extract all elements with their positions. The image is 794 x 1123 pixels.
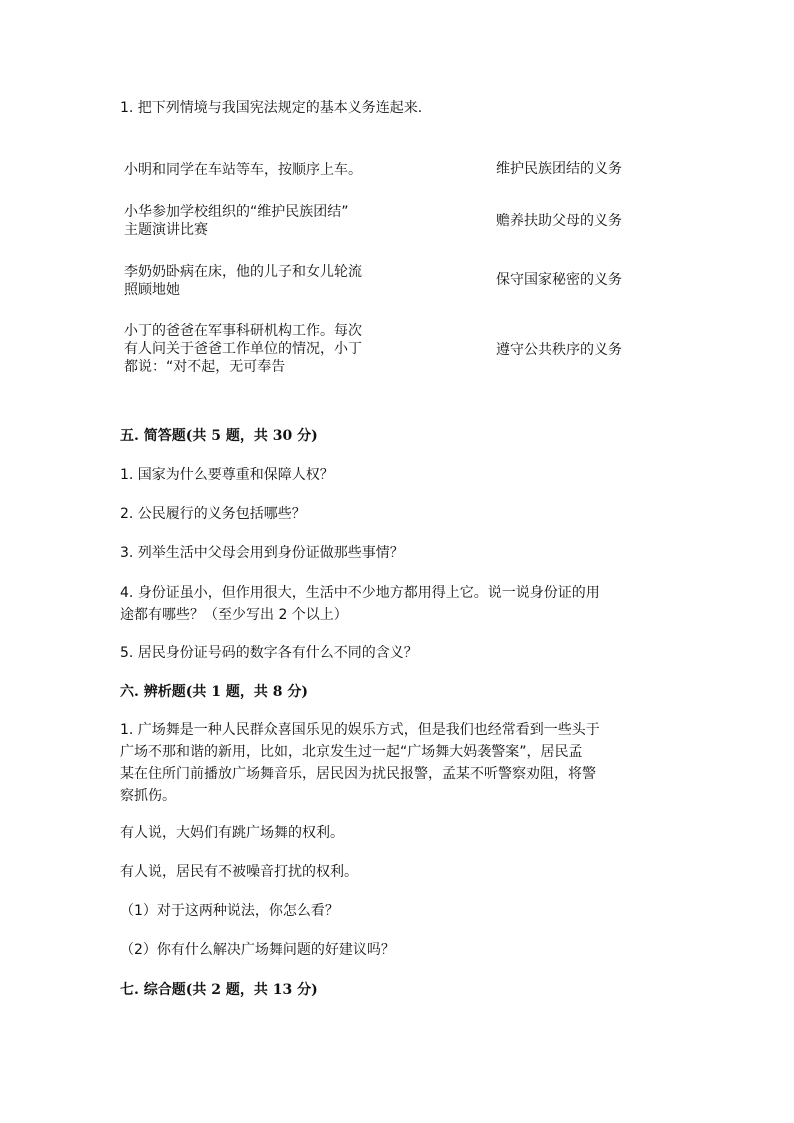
- section5-question-5: 5. 居民身份证号码的数字各有什么不同的含义？: [120, 645, 418, 661]
- match-right-item-4: 遵守公共秩序的义务: [496, 342, 622, 358]
- section5-question-3: 3. 列举生活中父母会用到身份证做那些事情？: [120, 545, 404, 561]
- match-left-line: 都说：“对不起，无可奉告: [124, 359, 286, 375]
- match-right-item-2: 赡养扶助父母的义务: [496, 213, 622, 229]
- paragraph-line: 某在住所门前播放广场舞音乐，居民因为扰民报警，孟某不听警察劝阻，将警: [120, 766, 596, 782]
- match-left-line: 有人问关于爸爸工作单位的情况，小丁: [124, 341, 362, 357]
- section6-title: 六. 辨析题(共 1 题，共 8 分): [120, 684, 308, 700]
- match-left-item-2: [124, 203, 424, 239]
- section6-line-2: 有人说，居民有不被噪音打扰的权利。: [120, 864, 358, 880]
- section5-question-4: [120, 582, 680, 626]
- question-line: 4. 身份证虽小，但作用很大，生活中不少地方都用得上它。说一说身份证的用: [120, 585, 600, 601]
- matching-instruction: 1. 把下列情境与我国宪法规定的基本义务连起来.: [120, 100, 423, 116]
- section6-line-3: （1）对于这两种说法，你怎么看？: [120, 903, 339, 919]
- match-left-line: 主题演讲比赛: [124, 222, 208, 238]
- section5-title: 五. 简答题(共 5 题，共 30 分): [120, 428, 318, 444]
- match-left-line: 小丁的爸爸在军事科研机构工作。每次: [124, 323, 362, 339]
- paragraph-line: 广场不那和谐的新用，比如，北京发生过一起“广场舞大妈袭警案”，居民孟: [120, 744, 583, 760]
- match-left-item-4: [124, 322, 424, 376]
- section6-line-1: 有人说，大妈们有跳广场舞的权利。: [120, 825, 344, 841]
- section5-question-1: 1. 国家为什么要尊重和保障人权？: [120, 467, 334, 483]
- match-left-item-3: [124, 263, 424, 299]
- paragraph-line: 察抓伤。: [120, 788, 176, 804]
- match-left-line: 李奶奶卧病在床，他的儿子和女儿轮流: [124, 264, 362, 280]
- match-right-item-1: 维护民族团结的义务: [496, 161, 622, 177]
- section6-line-4: （2）你有什么解决广场舞问题的好建议吗？: [120, 942, 395, 958]
- section6-paragraph: [120, 719, 680, 807]
- match-right-item-3: 保守国家秘密的义务: [496, 272, 622, 288]
- match-left-line: 小明和同学在车站等车，按顺序上车。: [124, 162, 362, 178]
- paragraph-line: 1. 广场舞是一种人民群众喜国乐见的娱乐方式，但是我们也经常看到一些头于: [120, 722, 600, 738]
- match-left-item-1: [124, 161, 424, 179]
- section7-title: 七. 综合题(共 2 题，共 13 分): [120, 982, 318, 998]
- section5-question-2: 2. 公民履行的义务包括哪些？: [120, 506, 306, 522]
- match-left-line: 照顾地她: [124, 282, 180, 298]
- match-left-line: 小华参加学校组织的“维护民族团结”: [124, 204, 349, 220]
- question-line: 途都有哪些？（至少写出 2 个以上）: [120, 607, 348, 623]
